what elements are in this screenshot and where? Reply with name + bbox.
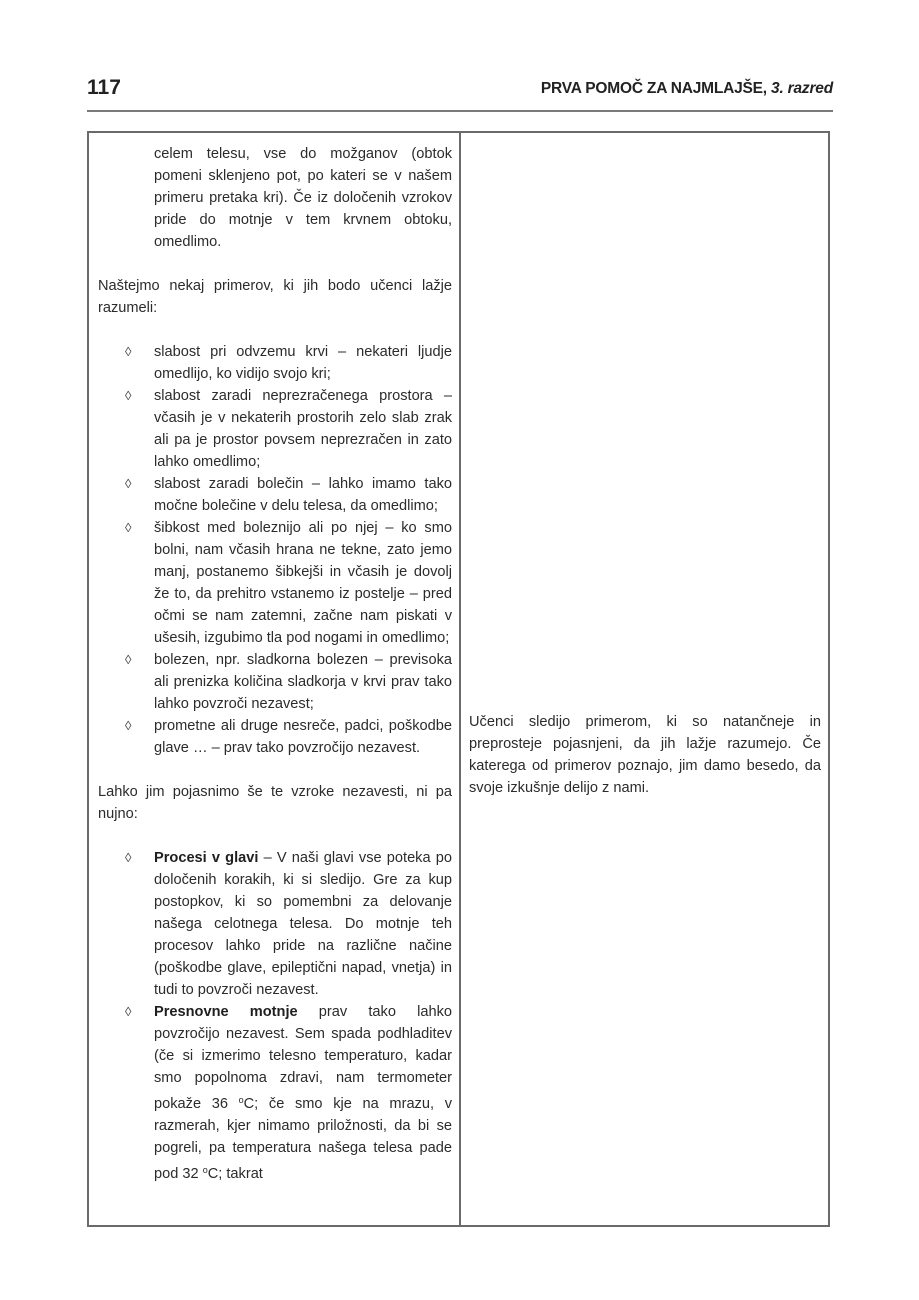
causes-intro: Lahko jim pojasnimo še te vzroke nezavesti, ni pa nujno: xyxy=(98,784,452,822)
running-title-grade: 3. razred xyxy=(771,80,833,97)
examples-list xyxy=(98,341,452,759)
examples-intro: Naštejmo nekaj primerov, ki jih bodo učenci lažje razumeli: xyxy=(98,278,452,316)
diamond-bullet-icon: ◊ xyxy=(125,1004,132,1019)
left-column xyxy=(98,143,452,1185)
teacher-note: Učenci sledijo primerom, ki so natančneje in preprosteje pojasnjeni, da jih lažje razumejo. Če katerega od primerov poznajo, jim damo besedo, da svoje izkušnje delijo z nami. xyxy=(469,714,821,796)
page-number: 117 xyxy=(87,76,121,99)
list-item: ◊ slabost zaradi bolečin – lahko imamo tako močne bolečine v delu telesa, da omedlimo; xyxy=(98,473,452,517)
diamond-bullet-icon: ◊ xyxy=(125,476,132,491)
page-header xyxy=(87,74,833,112)
content-table xyxy=(87,131,830,1227)
degree-sign: o xyxy=(238,1095,244,1105)
right-column xyxy=(469,711,821,799)
running-title-main: PRVA POMOČ ZA NAJMLAJŠE, xyxy=(540,80,767,97)
cause-term: Procesi v glavi xyxy=(154,850,259,866)
list-item: ◊ slabost pri odvzemu krvi – nekateri ljudje omedlijo, ko vidijo svojo kri; xyxy=(98,341,452,385)
list-item: ◊ slabost zaradi neprezračenega prostora – včasih je v nekaterih prostorih zelo slab zrak ali pa je prostor povsem neprezračen in zato lahko omedlimo; xyxy=(98,385,452,473)
list-item: ◊ šibkost med boleznijo ali po njej – ko smo bolni, nam včasih hrana ne tekne, zato jemo manj, postanemo šibkejši in včasih je dovolj že to, da prehitro vstanemo iz postelje – pred očmi se nam zatemni, začne nam piskati v ušesih, izgubimo tla pod nogami in omedlimo; xyxy=(98,517,452,649)
list-item: ◊ Procesi v glavi – V naši glavi vse poteka po določenih korakih, ki si sledijo. Gre za kup postopkov, ki so pomembni za delovanje našega celotnega telesa. Do motnje teh procesov lahko pride na različne načine (poškodbe glave, epileptični napad, vnetja) in tudi to povzroči nezavest. xyxy=(98,847,452,1001)
diamond-bullet-icon: ◊ xyxy=(125,344,132,359)
diamond-bullet-icon: ◊ xyxy=(125,850,132,865)
list-item: ◊ bolezen, npr. sladkorna bolezen – previsoka ali prenizka količina sladkorja v krvi prav tako lahko povzroči nezavest; xyxy=(98,649,452,715)
diamond-bullet-icon: ◊ xyxy=(125,718,132,733)
degree-sign: o xyxy=(202,1165,208,1175)
column-divider xyxy=(459,133,461,1225)
diamond-bullet-icon: ◊ xyxy=(125,652,132,667)
diamond-bullet-icon: ◊ xyxy=(125,520,132,535)
diamond-bullet-icon: ◊ xyxy=(125,388,132,403)
list-item: ◊ prometne ali druge nesreče, padci, poškodbe glave … – prav tako povzročijo nezavest. xyxy=(98,715,452,759)
running-title xyxy=(541,80,833,98)
intro-continuation: celem telesu, vse do možganov (obtok pomeni sklenjeno pot, po kateri se v našem primeru pretaka kri). Če iz določenih vzrokov pride do motnje v tem krvnem obtoku, omedlimo. xyxy=(154,146,452,250)
cause-term: Presnovne motnje xyxy=(154,1004,298,1020)
causes-list xyxy=(98,847,452,1185)
list-item: ◊ Presnovne motnje prav tako lahko povzročijo nezavest. Sem spada podhladitev (če si izmerimo telesno temperaturo, kadar smo popolnoma zdravi, nam termometer pokaže 36 $^o$C; če smo kje na mrazu, v razmerah, kjer nimamo priložnosti, da bi se pogreli, pa temperatura našega telesa pade pod 32 $^o$C; takrat xyxy=(98,1001,452,1185)
